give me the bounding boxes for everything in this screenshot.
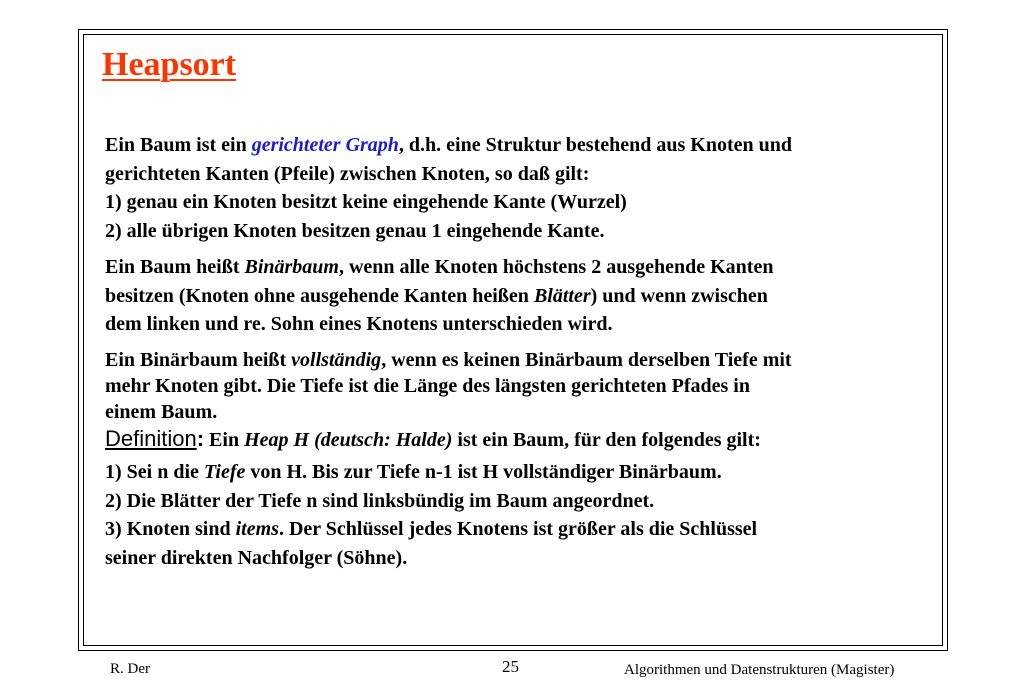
- text-span: , wenn es keinen Binärbaum derselben Tiefe mit: [381, 348, 792, 371]
- footer-page-number: 25: [502, 657, 519, 676]
- text-span: . Der Schlüssel jedes Knotens ist größer als die Schlüssel: [278, 518, 758, 540]
- footer-author: R. Der: [110, 661, 150, 677]
- definition-item-2: 2) Die Blätter der Tiefe n sind linksbündig im Baum angeordnet.: [105, 489, 655, 512]
- text-span: 1) Sei n die: [105, 461, 204, 483]
- text-span: Ein Binärbaum heißt: [105, 348, 292, 371]
- definition-item-3: [105, 515, 935, 544]
- definition-colon: :: [196, 425, 205, 451]
- para1-line3: 1) genau ein Knoten besitzt keine eingehende Kante (Wurzel): [105, 191, 627, 213]
- para3-line1: [105, 347, 935, 373]
- para2-line1: [105, 253, 935, 282]
- text-span: ) und wenn zwischen: [590, 284, 768, 307]
- para1-line4: 2) alle übrigen Knoten besitzen genau 1 eingehende Kante.: [105, 219, 605, 242]
- para2-line2: [105, 282, 935, 311]
- text-span: Ein: [204, 428, 245, 451]
- term-leaves: Blätter: [533, 284, 591, 307]
- term-directed-graph: gerichteter Graph: [251, 134, 399, 156]
- text-span: ist ein Baum, für den folgendes gilt:: [452, 428, 761, 451]
- text-span: 3) Knoten sind: [105, 518, 236, 540]
- definition-label: Definition: [105, 425, 197, 451]
- term-complete: vollständig: [291, 348, 382, 371]
- definition-line: [105, 425, 935, 455]
- term-heap: Heap H (deutsch: Halde): [244, 428, 453, 451]
- text-span: Ein Baum ist ein: [105, 134, 252, 156]
- footer-course: Algorithmen und Datenstrukturen (Magister): [624, 662, 895, 678]
- para3-line3: einem Baum.: [105, 400, 218, 423]
- para2-line3: dem linken und re. Sohn eines Knotens unterschieden wird.: [105, 313, 613, 335]
- text-span: , wenn alle Knoten höchstens 2 ausgehende Kanten: [338, 256, 774, 278]
- para1-line2: gerichteten Kanten (Pfeile) zwischen Knoten, so daß gilt:: [105, 162, 590, 185]
- para1-line1: [105, 131, 935, 160]
- slide-title: Heapsort: [102, 46, 237, 83]
- definition-item-3-line2: seiner direkten Nachfolger (Söhne).: [105, 546, 408, 569]
- term-items: items: [235, 518, 279, 540]
- term-depth: Tiefe: [203, 461, 246, 483]
- text-span: , d.h. eine Struktur bestehend aus Knoten und: [398, 134, 792, 156]
- term-binary-tree: Binärbaum: [244, 256, 339, 278]
- text-span: besitzen (Knoten ohne ausgehende Kanten heißen: [105, 284, 534, 307]
- definition-item-1: [105, 458, 935, 487]
- slide-content: [105, 131, 935, 572]
- para3-line2: mehr Knoten gibt. Die Tiefe ist die Länge des längsten gerichteten Pfades in: [105, 374, 750, 397]
- text-span: Ein Baum heißt: [105, 256, 245, 278]
- text-span: von H. Bis zur Tiefe n-1 ist H vollständiger Binärbaum.: [245, 461, 722, 483]
